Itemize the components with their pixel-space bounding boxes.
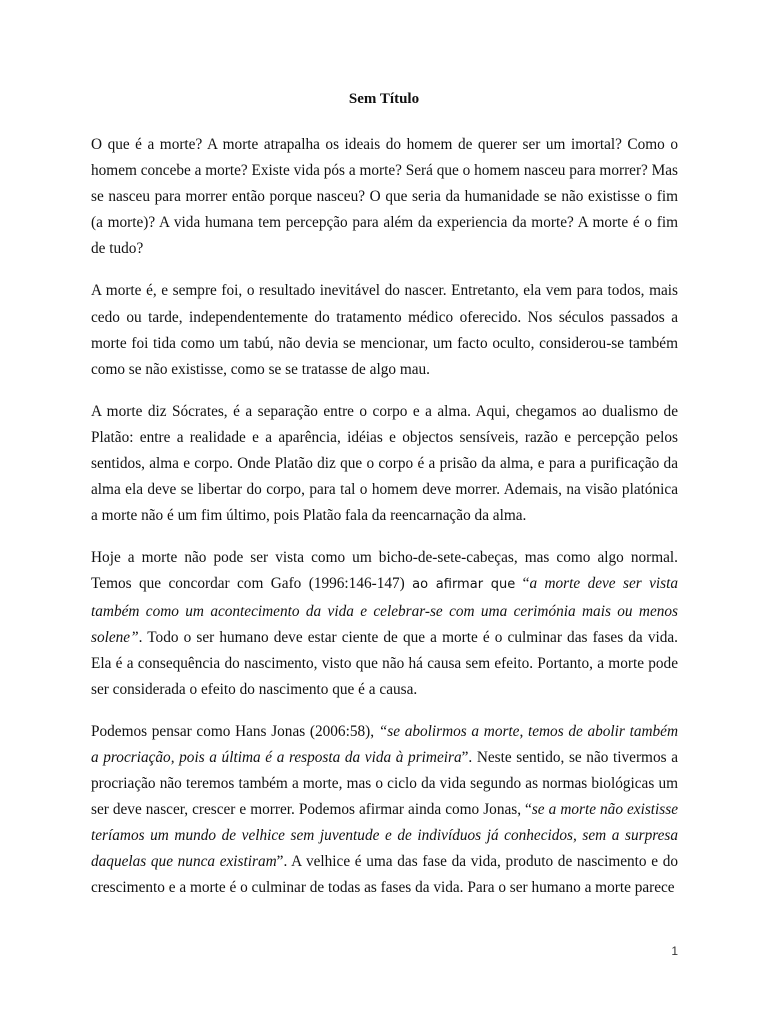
paragraph-2: A morte é, e sempre foi, o resultado inevitável do nascer. Entretanto, ela vem para todos, mais cedo ou tarde, independentemente do tratamento médico oferecido. Nos séculos passados a morte foi tida como um tabú, não devia se mencionar, um facto oculto, considerou-se também como se não existisse, como se se tratasse de algo mau.: [91, 282, 678, 378]
paragraph-5: [91, 719, 678, 902]
paragraph-4-text-a: Hoje a morte não pode ser vista como um bicho-de-sete-cabeças, mas como algo normal. Temos que concordar com Gafo (1996:146-147): [91, 549, 678, 593]
paragraph-5-text-c: ”. A velhice é uma das fase da vida, produto de nascimento e do crescimento e a morte é o culminar de todas as fases da vida. Para o ser humano a morte parece: [91, 853, 679, 897]
paragraph-4: [91, 545, 678, 703]
paragraph-5-quote-b: se a morte não existisse teríamos um mundo de velhice sem juventude e de indivíduos já conhecidos, sem a surpresa daquelas que nunca existiram: [91, 801, 678, 871]
paragraph-4-open-quote: “: [515, 575, 530, 593]
paragraph-5-quote-a: “se abolirmos a morte, temos de abolir também a procriação, pois a última é a resposta da vida à primeira: [91, 722, 679, 766]
paragraph-5-text-a: Podemos pensar como Hans Jonas (2006:58),: [91, 722, 379, 740]
paragraph-1: O que é a morte? A morte atrapalha os ideais do homem de querer ser um imortal? Como o homem concebe a morte? Existe vida pós a morte? Será que o homem nasceu para morrer? Mas se nasceu para morrer então porque nasceu? O que seria da humanidade se não existisse o fim (a morte)? A vida humana tem percepção para além da experiencia da morte? A morte é o fim de tudo?: [91, 136, 679, 258]
document-title: Sem Título: [348, 91, 420, 107]
paragraph-4-phrase: ao afirmar que: [412, 577, 516, 593]
paragraph-4-text-b: . Todo o ser humano deve estar ciente de que a morte é o culminar das fases da vida. Ela é a consequência do nascimento, visto que não há causa sem efeito. Portanto, a morte pode ser considerada o efeito do nascimento que é a causa.: [91, 628, 678, 698]
page-number: 1: [671, 944, 678, 958]
paragraph-4-quote: a morte deve ser vista também como um acontecimento da vida e celebrar-se com uma cerimónia mais ou menos solene”: [91, 575, 678, 646]
paragraph-5-text-b: ”. Neste sentido, se não tivermos a procriação não teremos também a morte, mas o ciclo da vida segundo as normas biológicas um ser deve nascer, crescer e morrer. Podemos afirmar ainda como Jonas, “: [91, 748, 678, 819]
document-body: [91, 132, 678, 918]
paragraph-3: A morte diz Sócrates, é a separação entre o corpo e a alma. Aqui, chegamos ao dualismo de Platão: entre a realidade e a aparência, idéias e objectos sensíveis, razão e percepção pelos sentidos, alma e corpo. Onde Platão diz que o corpo é a prisão da alma, e para a purificação da alma ela deve se libertar do corpo, para tal o homem deve morrer. Ademais, na visão platónica a morte não é um fim último, pois Platão fala da reencarnação da alma.: [91, 402, 678, 525]
